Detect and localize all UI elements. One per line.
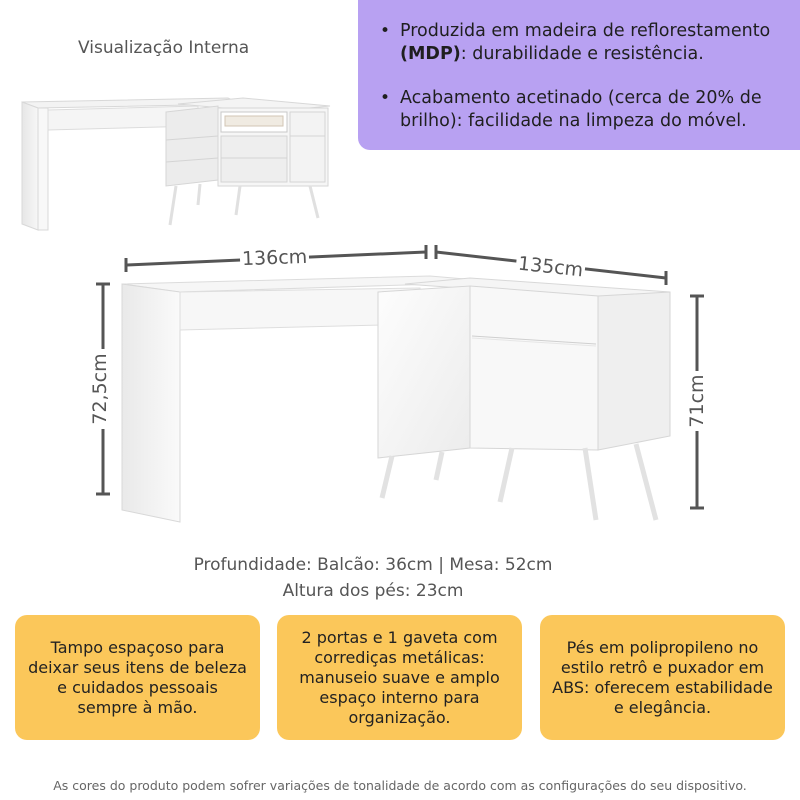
features-box [358,0,800,150]
feature-text: : durabilidade e resistência. [460,44,704,64]
feature-card [15,615,260,740]
feature-text: Acabamento acetinado (cerca de 20% de brilho): facilidade na limpeza do móvel. [400,88,762,131]
depth-info: Profundidade: Balcão: 36cm | Mesa: 52cm [193,555,553,575]
feature-card [540,615,785,740]
dimension-width-counter: 135cm [517,252,585,282]
feature-item [380,20,785,66]
feature-item [380,87,785,133]
dimension-height-counter: 71cm [686,371,708,431]
feature-card-text: 2 portas e 1 gaveta com corrediças metálicas: manuseio suave e amplo espaço interno para organização. [299,627,500,727]
internal-view-label: Visualização Interna [78,38,250,58]
feature-bold-text: (MDP) [400,44,461,64]
dimension-width-desk: 136cm [241,245,308,271]
feature-card [277,615,522,740]
feet-height-info: Altura dos pés: 23cm [282,581,464,601]
bullet-icon: • [380,88,391,108]
color-disclaimer: As cores do produto podem sofrer variações de tonalidade de acordo com as configurações do seu dispositivo. [53,778,747,793]
feature-card-text: Tampo espaçoso para deixar seus itens de beleza e cuidados pessoais sempre à mão. [28,637,247,717]
bullet-icon: • [380,21,391,41]
feature-text: Produzida em madeira de reflorestamento [400,21,771,41]
internal-view-illustration [18,90,338,260]
dimension-height-desk: 72,5cm [89,349,111,429]
feature-card-text: Pés em polipropileno no estilo retrô e puxador em ABS: oferecem estabilidade e elegância. [552,637,773,717]
desk-illustration [0,240,800,540]
